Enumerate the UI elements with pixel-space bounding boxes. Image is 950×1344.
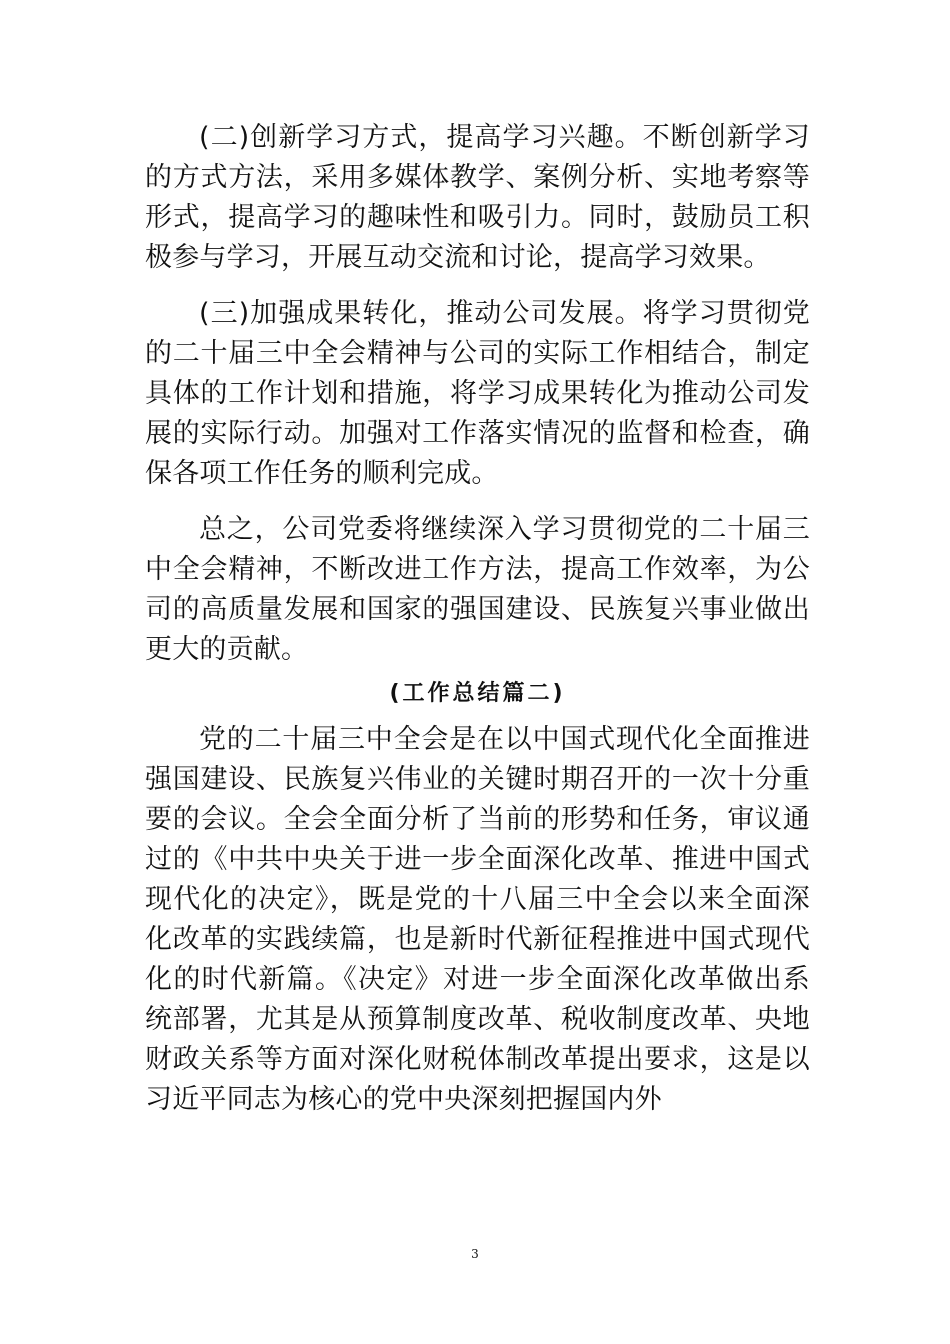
- paragraph-conclusion: [145, 510, 810, 670]
- paragraph-text: 党的二十届三中全会是在以中国式现代化全面推进强国建设、民族复兴伟业的关键时期召开的一次十分重要的会议。全会全面分析了当前的形势和任务，审议通过的《中共中央关于进一步全面深化改革、推进中国式现代化的决定》，既是党的十八届三中全会以来全面深化改革的实践续篇，也是新时代新征程推进中国式现代化的时代新篇。《决定》对进一步全面深化改革做出系统部署，尤其是从预算制度改革、税收制度改革、央地财政关系等方面对深化财税体制改革提出要求，这是以习近平同志为核心的党中央深刻把握国内外: [145, 724, 810, 1115]
- paragraph-text: 不断创新学习的方式方法，采用多媒体教学、案例分析、实地考察等形式，提高学习的趣味性和吸引力。同时，鼓励员工积极参与学习，开展互动交流和讨论，提高学习效果。: [145, 122, 811, 273]
- paragraph-text: 将学习贯彻党的二十届三中全会精神与公司的实际工作相结合，制定具体的工作计划和措施，将学习成果转化为推动公司发展的实际行动。加强对工作落实情况的监督和检查，确保各项工作任务的顺利完成。: [145, 298, 811, 489]
- page-number: 3: [471, 1247, 479, 1261]
- paragraph-text: 总之，公司党委将继续深入学习贯彻党的二十届三中全会精神，不断改进工作方法，提高工作效率，为公司的高质量发展和国家的强国建设、民族复兴事业做出更大的贡献。: [145, 514, 810, 665]
- paragraph-section-two-intro: [145, 720, 810, 1120]
- document-body: [145, 118, 810, 1120]
- paragraph-heading: (三)加强成果转化，推动公司发展。: [199, 298, 643, 329]
- paragraph-innovate-learning: [145, 118, 810, 278]
- paragraph-strengthen-results: [145, 294, 810, 494]
- section-title: (工作总结篇二): [389, 681, 566, 706]
- paragraph-heading: (二)创新学习方式，提高学习兴趣。: [199, 122, 643, 153]
